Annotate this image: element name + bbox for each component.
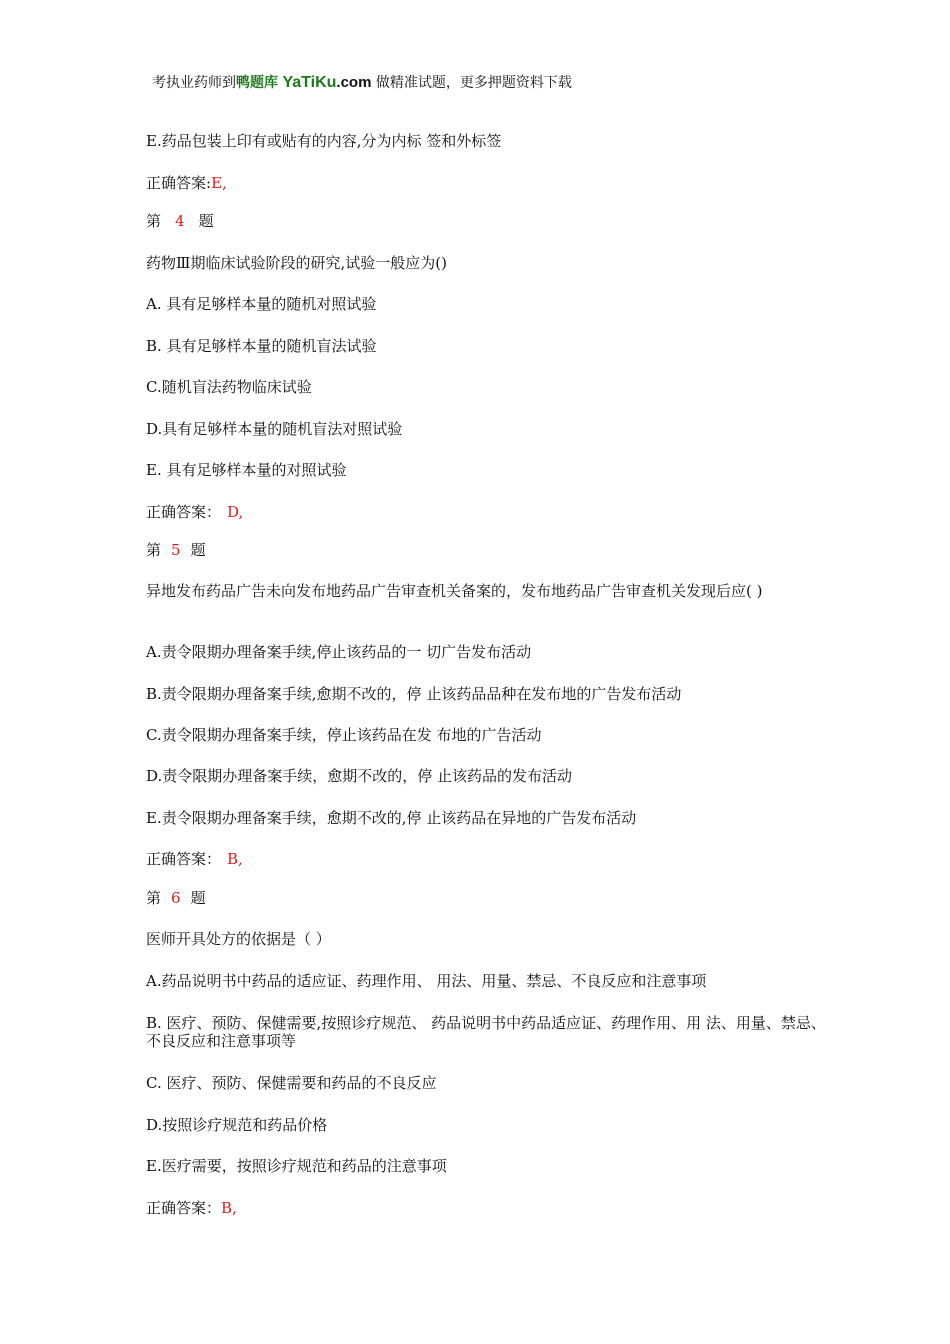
page-header	[152, 72, 572, 92]
q4-option-c: C.随机盲法药物临床试验	[146, 378, 312, 396]
q6-option-b: B. 医疗、预防、保健需要,按照诊疗规范、 药品说明书中药品适应证、药理作用、用 法、用量、禁忌、不良反应和注意事项等	[146, 1014, 826, 1050]
answer-label: 正确答案:	[146, 174, 212, 192]
question-number: 6	[171, 889, 181, 907]
answer-label: 正确答案：	[146, 503, 222, 521]
answer-value: D,	[227, 503, 244, 521]
header-site: YaTiKu	[282, 74, 337, 91]
header-suffix: 做精准试题，更多押题资料下载	[375, 75, 572, 91]
question-label-post: 题	[198, 212, 214, 230]
q5-option-e: E.责令限期办理备案手续，愈期不改的,停 止该药品在异地的广告发布活动	[146, 809, 637, 827]
question-number: 5	[171, 541, 181, 559]
q6-answer	[146, 1199, 237, 1217]
q3-answer	[146, 174, 227, 192]
answer-label: 正确答案：	[146, 850, 222, 868]
answer-label: 正确答案：	[146, 1199, 222, 1217]
question-label-post: 题	[190, 889, 206, 907]
answer-value: B,	[227, 850, 243, 868]
q6-option-a: A.药品说明书中药品的适应证、药理作用、 用法、用量、禁忌、不良反应和注意事项	[146, 972, 707, 990]
header-dotcom: .com	[336, 74, 372, 91]
q5-option-b: B.责令限期办理备案手续,愈期不改的，停 止该药品品种在发布地的广告发布活动	[146, 685, 682, 703]
q6-option-c: C. 医疗、预防、保健需要和药品的不良反应	[146, 1074, 437, 1092]
q6-option-d: D.按照诊疗规范和药品价格	[146, 1116, 328, 1134]
q5-option-c: C.责令限期办理备案手续，停止该药品在发 布地的广告活动	[146, 726, 542, 744]
q4-answer	[146, 503, 243, 521]
header-brand: 鸭题库	[236, 75, 278, 91]
question-label-post: 题	[190, 541, 206, 559]
q4-option-e: E. 具有足够样本量的对照试验	[146, 461, 347, 479]
q5-option-a: A.责令限期办理备案手续,停止该药品的一 切广告发布活动	[146, 643, 532, 661]
question-label-pre: 第	[146, 889, 162, 907]
q6-stem: 医师开具处方的依据是（ ）	[146, 930, 331, 948]
answer-value: E,	[211, 174, 227, 192]
q4-option-b: B. 具有足够样本量的随机盲法试验	[146, 337, 377, 355]
q4-stem: 药物Ⅲ期临床试验阶段的研究,试验一般应为()	[146, 254, 447, 272]
q5-stem: 异地发布药品广告未向发布地药品广告审查机关备案的，发布地药品广告审查机关发现后应( )	[146, 582, 763, 600]
q5-answer	[146, 850, 243, 868]
q4-heading	[146, 212, 214, 230]
q4-option-a: A. 具有足够样本量的随机对照试验	[146, 295, 377, 313]
q3-option-e: E.药品包装上印有或贴有的内容,分为内标 签和外标签	[146, 132, 502, 150]
q6-option-e: E.医疗需要，按照诊疗规范和药品的注意事项	[146, 1157, 447, 1175]
question-label-pre: 第	[146, 212, 162, 230]
q6-heading	[146, 889, 206, 907]
question-number: 4	[175, 212, 185, 230]
question-label-pre: 第	[146, 541, 162, 559]
q5-heading	[146, 541, 206, 559]
q5-option-d: D.责令限期办理备案手续，愈期不改的，停 止该药品的发布活动	[146, 767, 573, 785]
header-prefix: 考执业药师到	[152, 75, 236, 91]
answer-value: B,	[221, 1199, 237, 1217]
q4-option-d: D.具有足够样本量的随机盲法对照试验	[146, 420, 403, 438]
